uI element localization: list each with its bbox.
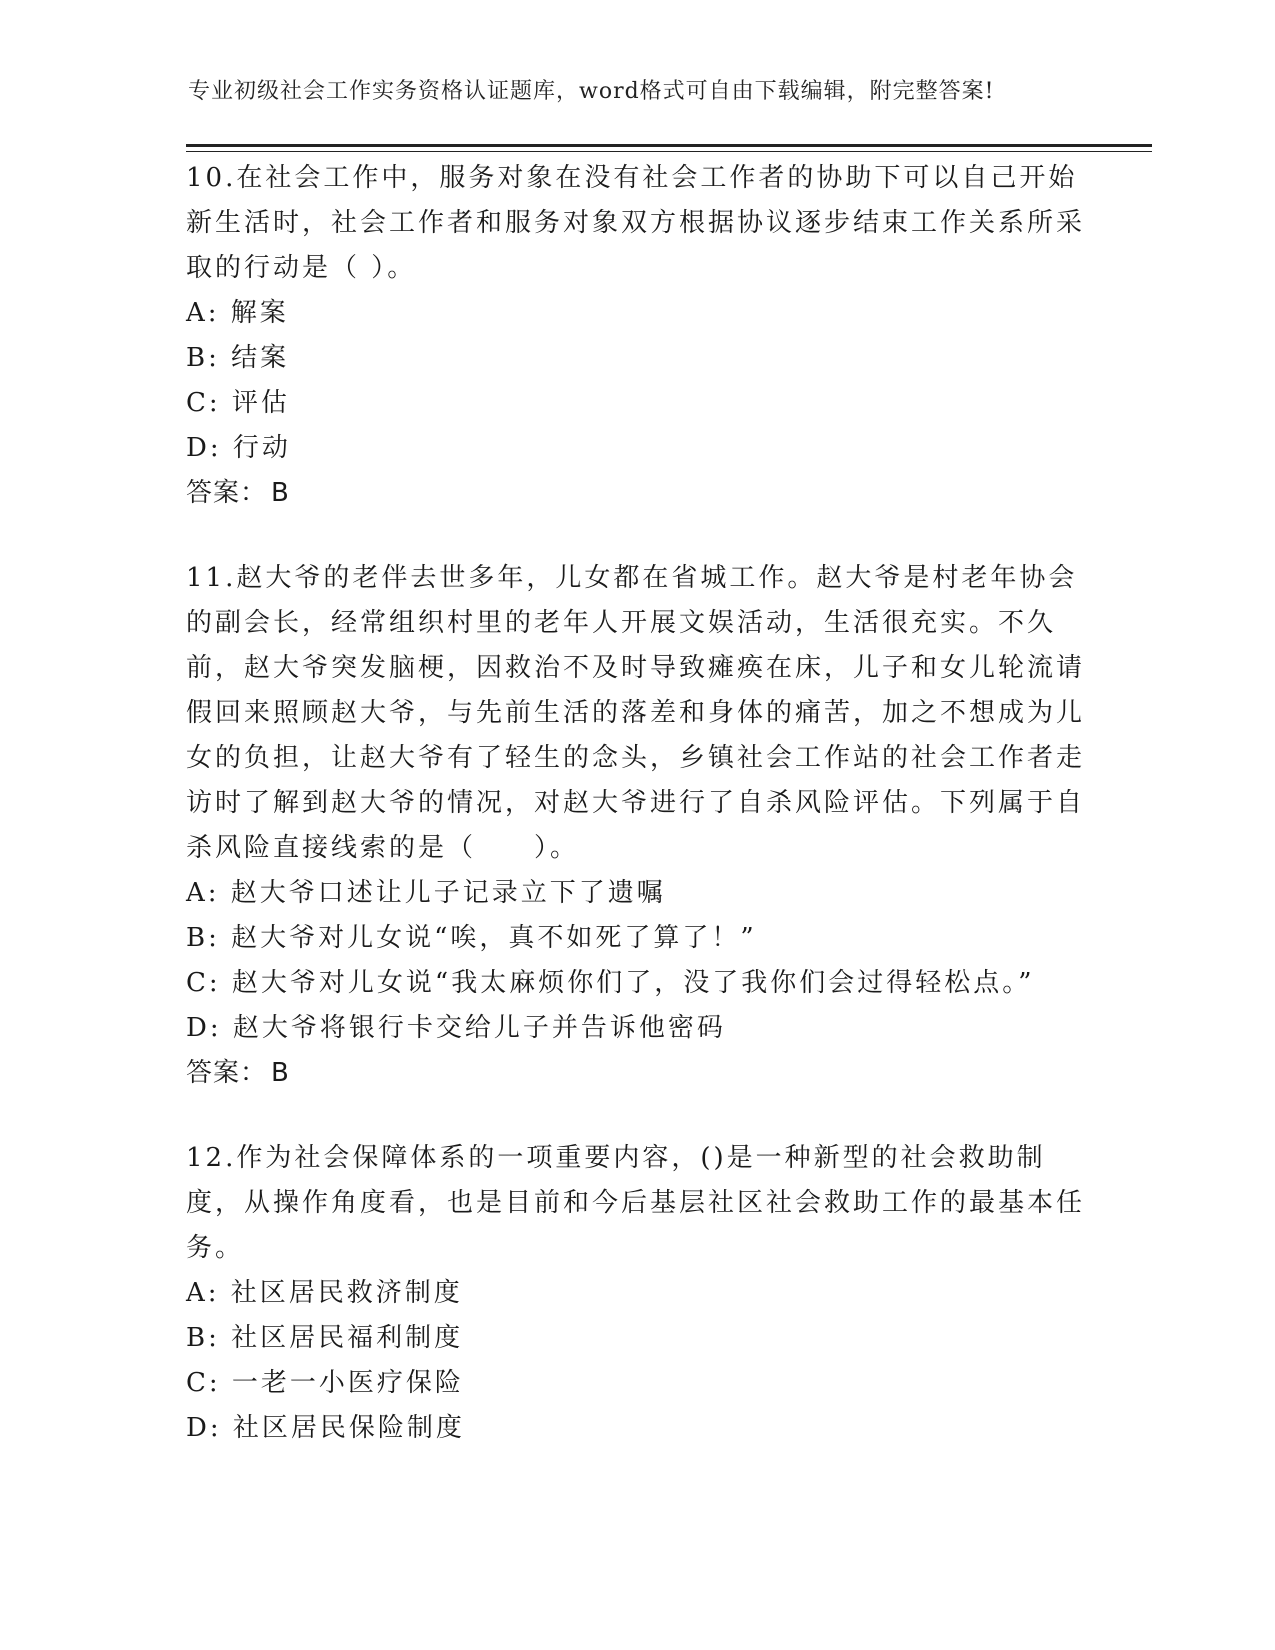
option-d: D: 行动 — [186, 433, 291, 463]
answer-line — [186, 1051, 1086, 1096]
question-stem: 12.作为社会保障体系的一项重要内容，()是一种新型的社会救助制度，从操作角度看，也是目前和今后基层社区社会救助工作的最基本任务。 — [186, 1143, 1086, 1263]
question-11 — [186, 556, 1086, 1096]
question-12 — [186, 1136, 1086, 1451]
page-header: 专业初级社会工作实务资格认证题库，word格式可自由下载编辑，附完整答案! — [188, 79, 995, 104]
option-a: A: 解案 — [186, 298, 289, 328]
option-d: D: 赵大爷将银行卡交给儿子并告诉他密码 — [186, 1013, 726, 1043]
option-b: B: 社区居民福利制度 — [186, 1323, 464, 1353]
question-10 — [186, 156, 1086, 516]
question-list — [186, 156, 1086, 1491]
question-stem: 11.赵大爷的老伴去世多年，儿女都在省城工作。赵大爷是村老年协会的副会长，经常组织村里的老年人开展文娱活动，生活很充实。不久前，赵大爷突发脑梗，因救治不及时导致瘫痪在床，儿子和女儿轮流请假回来照顾赵大爷，与先前生活的落差和身体的痛苦，加之不想成为儿女的负担，让赵大爷有了轻生的念头，乡镇社会工作站的社会工作者走访时了解到赵大爷的情况，对赵大爷进行了自杀风险评估。下列属于自杀风险直接线索的是（ ）。 — [186, 563, 1086, 863]
option-c: C: 一老一小医疗保险 — [186, 1368, 464, 1398]
option-c: C: 评估 — [186, 388, 290, 418]
option-b: B: 赵大爷对儿女说“唉，真不如死了算了！” — [186, 923, 757, 953]
answer-key: B — [271, 478, 290, 508]
answer-label: 答案： — [186, 478, 268, 508]
option-b: B: 结案 — [186, 343, 290, 373]
option-d: D: 社区居民保险制度 — [186, 1413, 465, 1443]
option-c: C: 赵大爷对儿女说“我太麻烦你们了，没了我你们会过得轻松点。” — [186, 968, 1035, 998]
option-a: A: 赵大爷口述让儿子记录立下了遗嘱 — [186, 878, 666, 908]
header-rule-thin — [186, 151, 1152, 152]
option-a: A: 社区居民救济制度 — [186, 1278, 463, 1308]
answer-label: 答案： — [186, 1058, 268, 1088]
answer-line — [186, 471, 1086, 516]
question-stem: 10.在社会工作中，服务对象在没有社会工作者的协助下可以自己开始新生活时，社会工作者和服务对象双方根据协议逐步结束工作关系所采取的行动是（ ）。 — [186, 163, 1086, 283]
answer-key: B — [271, 1058, 290, 1088]
header-rule-thick — [186, 144, 1152, 147]
